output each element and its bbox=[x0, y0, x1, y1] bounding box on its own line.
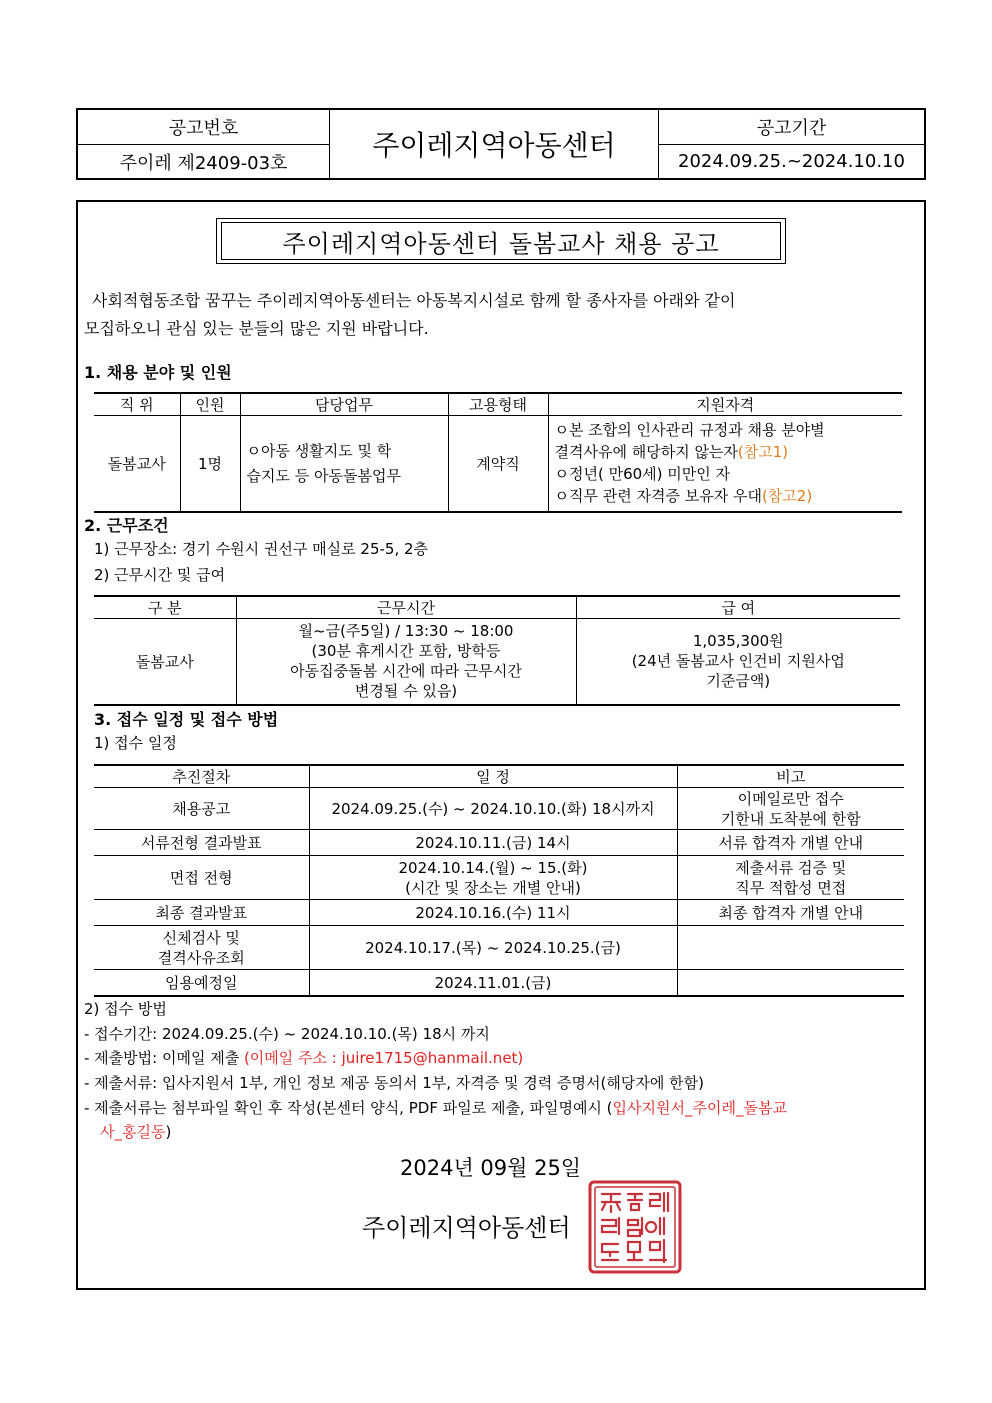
work-time-line-2: (30분 휴게시간 포함, 방학등 bbox=[311, 642, 501, 661]
method-documents: - 제출서류: 입사지원서 1부, 개인 정보 제공 동의서 1부, 자격증 및 경력 증명서(해당자에 한함) bbox=[84, 1074, 704, 1092]
pay-cell bbox=[576, 619, 900, 705]
col-position: 직 위 bbox=[94, 393, 180, 416]
col-pay: 급 여 bbox=[576, 596, 900, 619]
qual-line-4 bbox=[555, 485, 903, 507]
date-cell: 2024.10.17.(목) ~ 2024.10.25.(금) bbox=[309, 926, 677, 970]
col-step: 추진절차 bbox=[94, 765, 309, 788]
col-date: 일 정 bbox=[309, 765, 677, 788]
col-qualification: 지원자격 bbox=[548, 393, 902, 416]
date-cell: 2024.10.11.(금) 14시 bbox=[309, 830, 677, 856]
note-cell: 서류 합격자 개별 안내 bbox=[677, 830, 904, 856]
date-line-1: 2024.10.14.(월) ~ 15.(화) bbox=[398, 858, 588, 877]
col-category: 구 분 bbox=[94, 596, 236, 619]
step-line-2: 결격사유조회 bbox=[157, 948, 245, 967]
step-cell: 채용공고 bbox=[94, 788, 309, 830]
method-submit-text: - 제출방법: 이메일 제출 bbox=[84, 1049, 244, 1067]
col-duty: 담당업무 bbox=[240, 393, 448, 416]
intro-line-1: 사회적협동조합 꿈꾸는 주이레지역아동센터는 아동복지시설로 함께 할 종사자를 아래와 같이 bbox=[92, 291, 736, 310]
type-cell: 계약직 bbox=[448, 416, 548, 512]
method-heading: 2) 접수 방법 bbox=[84, 1000, 167, 1018]
method-submit bbox=[84, 1047, 523, 1068]
notice-period-label: 공고기간 bbox=[658, 110, 924, 145]
note-cell bbox=[677, 926, 904, 970]
col-count: 인원 bbox=[180, 393, 240, 416]
duty-line-2: 습지도 등 아동돌봄업무 bbox=[246, 467, 401, 486]
ref-1-link: (참고1) bbox=[737, 443, 789, 462]
qual-1-text: 결격사유에 해당하지 않는자 bbox=[554, 443, 738, 462]
col-work-time: 근무시간 bbox=[236, 596, 576, 619]
step-cell: 서류전형 결과발표 bbox=[94, 830, 309, 856]
work-time-line-4: 변경될 수 있음) bbox=[354, 682, 458, 701]
table-row bbox=[94, 830, 904, 856]
filename-example-1: 입사지원서_주이레_돌봄교 bbox=[612, 1099, 787, 1117]
table-row bbox=[94, 970, 904, 996]
duty-line-1: ㅇ아동 생활지도 및 학 bbox=[246, 442, 392, 461]
note-line-2: 기한내 도착분에 한함 bbox=[720, 809, 861, 828]
pay-note-1: (24년 돌봄교사 인건비 지원사업 bbox=[631, 652, 845, 671]
qual-line-1: ㅇ본 조합의 인사관리 규정과 채용 분야별 bbox=[554, 421, 825, 440]
table-row bbox=[94, 788, 904, 830]
notice-date: 2024년 09월 25일 bbox=[400, 1156, 582, 1180]
date-cell: 2024.10.16.(수) 11시 bbox=[309, 900, 677, 926]
date-cell bbox=[309, 856, 677, 900]
step-cell: 최종 결과발표 bbox=[94, 900, 309, 926]
pay-amount: 1,035,300원 bbox=[692, 632, 784, 651]
method-note-line-2 bbox=[100, 1121, 171, 1142]
work-hours-heading: 2) 근무시간 및 급여 bbox=[94, 566, 226, 584]
work-time-cell bbox=[236, 619, 576, 705]
date-cell: 2024.09.25.(수) ~ 2024.10.10.(화) 18시까지 bbox=[309, 788, 677, 830]
notice-number: 주이레 제2409-03호 bbox=[78, 145, 330, 178]
qualification-cell bbox=[548, 416, 902, 512]
position-cell: 돌봄교사 bbox=[94, 416, 180, 512]
note-cell bbox=[677, 856, 904, 900]
step-cell bbox=[94, 926, 309, 970]
pay-note-2: 기준금액) bbox=[706, 672, 771, 691]
duty-cell bbox=[240, 416, 448, 512]
step-cell: 면접 전형 bbox=[94, 856, 309, 900]
work-place: 1) 근무장소: 경기 수원시 권선구 매실로 25-5, 2층 bbox=[94, 540, 429, 558]
note-cell: 최종 합격자 개별 안내 bbox=[677, 900, 904, 926]
table-row bbox=[94, 900, 904, 926]
method-note-line-1 bbox=[84, 1097, 787, 1118]
recruit-table bbox=[94, 392, 902, 513]
work-time-line-3: 아동집중돌봄 시간에 따라 근무시간 bbox=[290, 662, 522, 681]
official-seal-icon bbox=[588, 1180, 682, 1274]
step-line-1: 신체검사 및 bbox=[162, 928, 240, 947]
notice-period: 2024.09.25.~2024.10.10 bbox=[658, 145, 924, 178]
footer-org-name: 주이레지역아동센터 bbox=[362, 1214, 571, 1242]
category-cell: 돌봄교사 bbox=[94, 619, 236, 705]
intro-line-2: 모집하오니 관심 있는 분들의 많은 지원 바랍니다. bbox=[84, 319, 429, 338]
method-period: - 접수기간: 2024.09.25.(수) ~ 2024.10.10.(목) 18시 까지 bbox=[84, 1025, 490, 1043]
ref-2-link: (참고2) bbox=[761, 487, 813, 506]
method-note-text: - 제출서류는 첨부파일 확인 후 작성(본센터 양식, PDF 파일로 제출, 파일명예시 ( bbox=[84, 1099, 613, 1117]
schedule-table bbox=[94, 764, 904, 997]
qual-line-3: ㅇ정년( 만60세) 미만인 자 bbox=[554, 465, 731, 484]
method-note-end: ) bbox=[165, 1123, 172, 1141]
schedule-heading: 1) 접수 일정 bbox=[94, 734, 177, 752]
page-title: 주이레지역아동센터 돌봄교사 채용 공고 bbox=[221, 222, 781, 260]
org-name-header: 주이레지역아동센터 bbox=[372, 129, 616, 162]
email-address: (이메일 주소 : juire1715@hanmail.net) bbox=[243, 1049, 524, 1067]
table-row bbox=[94, 856, 904, 900]
notice-header-table bbox=[76, 108, 926, 180]
count-cell: 1명 bbox=[180, 416, 240, 512]
date-line-2: (시간 및 장소는 개별 안내) bbox=[405, 878, 581, 897]
qual-line-2 bbox=[555, 441, 903, 463]
section-1-heading: 1. 채용 분야 및 인원 bbox=[84, 363, 232, 382]
section-3-heading: 3. 접수 일정 및 접수 방법 bbox=[94, 710, 279, 729]
work-conditions-table bbox=[94, 595, 900, 706]
section-2-heading: 2. 근무조건 bbox=[84, 516, 169, 535]
col-note: 비고 bbox=[677, 765, 904, 788]
work-time-line-1: 월~금(주5일) / 13:30 ~ 18:00 bbox=[298, 622, 514, 641]
note-cell bbox=[677, 788, 904, 830]
step-cell: 임용예정일 bbox=[94, 970, 309, 996]
note-line-1: 이메일로만 접수 bbox=[737, 789, 844, 808]
qual-3-text: ㅇ직무 관련 자격증 보유자 우대 bbox=[554, 487, 762, 506]
note-line-2: 직무 적합성 면접 bbox=[735, 878, 847, 897]
note-line-1: 제출서류 검증 및 bbox=[735, 858, 847, 877]
date-cell: 2024.11.01.(금) bbox=[309, 970, 677, 996]
filename-example-2: 사_홍길동 bbox=[100, 1123, 166, 1141]
col-type: 고용형태 bbox=[448, 393, 548, 416]
notice-number-label: 공고번호 bbox=[78, 110, 330, 145]
note-cell bbox=[677, 970, 904, 996]
table-row bbox=[94, 926, 904, 970]
